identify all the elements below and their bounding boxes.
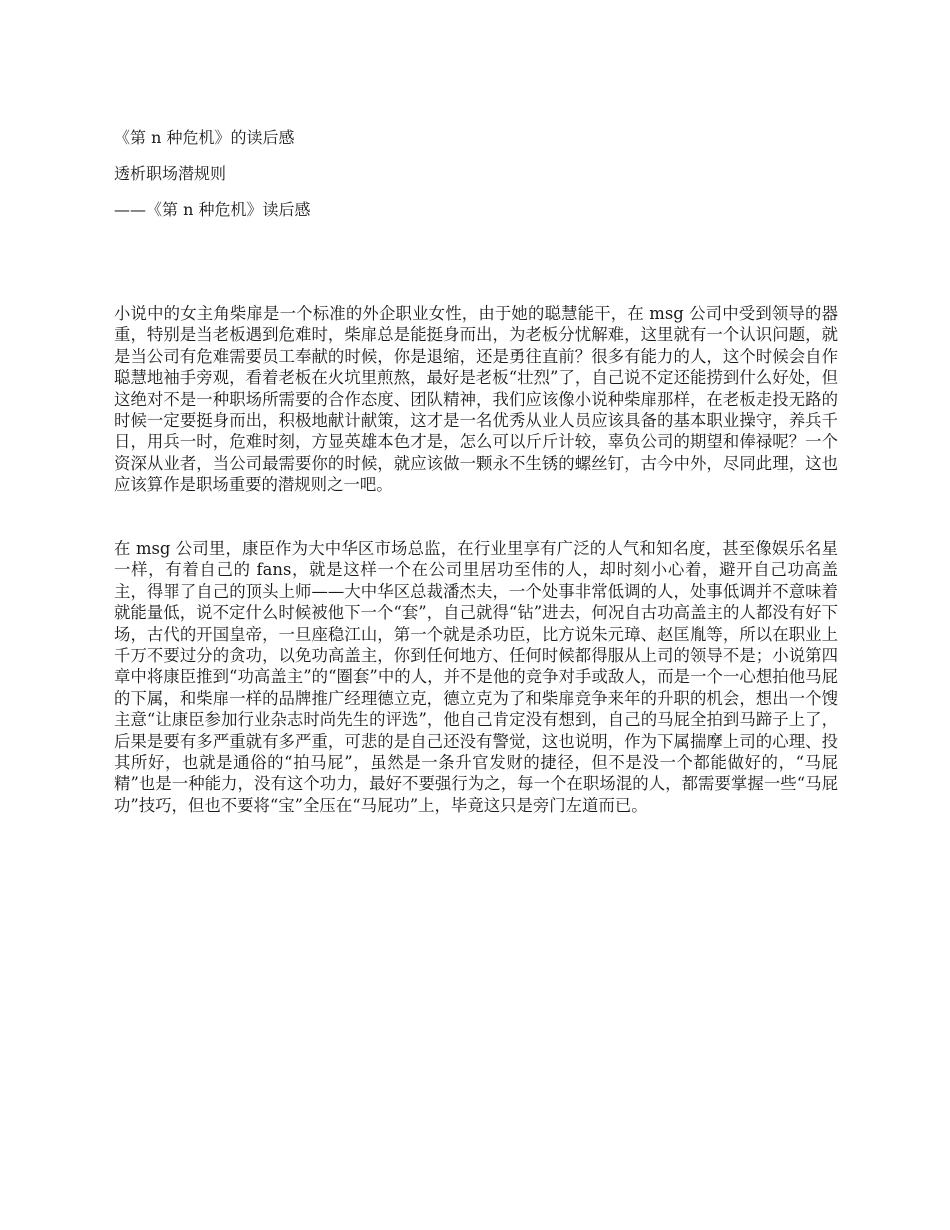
document-title: 《第 n 种危机》的读后感 <box>114 128 295 147</box>
body-paragraph-1: 小说中的女主角柴扉是一个标准的外企职业女性，由于她的聪慧能干，在 msg 公司中受到领导的器重，特别是当老板遇到危难时，柴扉总是能挺身而出，为老板分忧解难，这里就有一个认识问题，就是当公司有危难需要员工奉献的时候，你是退缩，还是勇往直前？很多有能力的人，这个时候会自作聪慧地袖手旁观，看着老板在火坑里煎熬，最好是老板“壮烈”了，自己说不定还能捞到什么好处，但这绝对不是一种职场所需要的合作态度、团队精神，我们应该像小说种柴扉那样，在老板走投无路的时候一定要挺身而出，积极地献计献策，这才是一名优秀从业人员应该具备的基本职业操守，养兵千日，用兵一时，危难时刻，方显英雄本色才是，怎么可以斤斤计较，辜负公司的期望和俸禄呢？一个资深从业者，当公司最需要你的时候，就应该做一颗永不生锈的螺丝钉，古今中外，尽同此理，这也应该算作是职场重要的潜规则之一吧。 <box>114 304 838 495</box>
document-subtitle: 透析职场潜规则 <box>114 164 227 183</box>
document-subtitle-dash: ——《第 n 种危机》读后感 <box>114 200 311 219</box>
body-paragraph-2: 在 msg 公司里，康臣作为大中华区市场总监，在行业里享有广泛的人气和知名度，甚至像娱乐名星一样，有着自己的 fans，就是这样一个在公司里居功至伟的人，却时刻小心着，避开自己功高盖主，得罪了自己的顶头上师——大中华区总裁潘杰夫，一个处事非常低调的人，处事低调并不意味着就能量低，说不定什么时候被他下一个“套”，自己就得“钻”进去，何况自古功高盖主的人都没有好下场，古代的开国皇帝，一旦座稳江山，第一个就是杀功臣，比方说朱元璋、赵匡胤等，所以在职业上千万不要过分的贪功，以免功高盖主，你到任何地方、任何时候都得服从上司的领导不是；小说第四章中将康臣推到“功高盖主”的“圈套”中的人，并不是他的竞争对手或敌人，而是一个一心想拍他马屁的下属，和柴扉一样的品牌推广经理德立克，德立克为了和柴扉竞争来年的升职的机会，想出一个馊主意“让康臣参加行业杂志时尚先生的评选”，他自己肯定没有想到，自己的马屁全拍到马蹄子上了，后果是要有多严重就有多严重，可悲的是自己还没有警觉，这也说明，作为下属揣摩上司的心理、投其所好，也就是通俗的“拍马屁”，虽然是一条升官发财的捷径，但不是没一个都能做好的，“马屁精”也是一种能力，没有这个功力，最好不要强行为之，每一个在职场混的人，都需要掌握一些“马屁功”技巧，但也不要将“宝”全压在“马屁功”上，毕竟这只是旁门左道而已。 <box>114 539 838 815</box>
